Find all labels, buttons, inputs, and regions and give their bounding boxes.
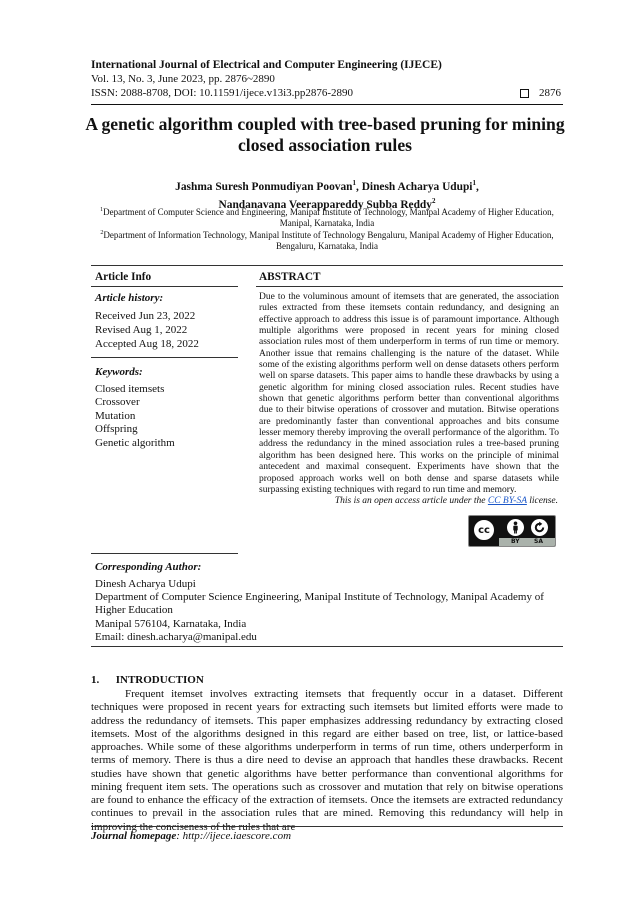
abstract-heading: ABSTRACT [259, 271, 321, 283]
keywords-list [95, 383, 175, 450]
corresponding-dept-cont: Higher Education [95, 604, 173, 617]
title-line: A genetic algorithm coupled with tree-based pruning for mining [85, 114, 565, 134]
article-history [95, 309, 199, 351]
cc-icon: cc [472, 518, 496, 542]
license-prefix: This is an open access article under the [334, 496, 488, 506]
person-icon-svg [510, 521, 521, 534]
history-item: Received Jun 23, 2022 [95, 310, 196, 322]
author-separator: , [475, 180, 479, 193]
page-number-group [520, 86, 561, 100]
affiliation-sup: 2 [100, 230, 104, 236]
license-suffix: license. [526, 496, 558, 506]
history-heading: Article history: [95, 292, 164, 304]
author-name: Jashma Suresh Ponmudiyan Poovan [175, 180, 353, 193]
abstract-text: Due to the voluminous amount of itemsets that are generated, the association rules extracted from these itemsets contain redundancy, and designing an effective approach to address this issue is of paramount importance. Although multiple algorithms were proposed in recent years for mining closed association rules most of them underperform in terms of run time or memory. Another issue that remains challenging is the nature of the dataset. While some of the existing algorithms perform well on dense datasets others perform well on sparse datasets. This paper aims to handle these drawbacks by using a genetic algorithm for mining closed association rules. Recent studies have shown that genetic algorithms perform better than conventional algorithms due to their bitwise operations of crossover and mutation. Bitwise operations are predominantly faster than conventional approaches and bits consume lesser memory thereby improving the overall performance of the algorithm. To address the redundancy in the mined association rules a tree-based pruning algorithm has been designed here. This works on the principle of minimal antecedent and maximal consequent. Experiments have shown that the proposed approach works well on both dense and sparse datasets while surpassing existing techniques with regard to run time and memory. [259, 292, 559, 495]
title-line: closed association rules [238, 135, 412, 155]
corresponding-heading: Corresponding Author: [95, 561, 202, 573]
author-sup: 1 [472, 179, 476, 187]
article-info-heading: Article Info [95, 271, 152, 283]
affiliation-text: Manipal, Karnataka, India [279, 218, 375, 228]
badge-sa-label: SA [534, 538, 543, 545]
keyword: Mutation [95, 409, 136, 422]
corresponding-dept: Department of Computer Science Engineering, Manipal Institute of Technology, Manipal Academy of [95, 591, 544, 604]
section-rule [91, 553, 238, 554]
section-rule [91, 265, 563, 266]
author-name: Dinesh Acharya Udupi [361, 180, 473, 193]
footer-url[interactable]: : http://ijece.iaescore.com [176, 830, 292, 842]
section-rule [91, 646, 563, 647]
affiliation [95, 228, 559, 252]
section-rule [91, 357, 238, 358]
corresponding-name: Dinesh Acharya Udupi [95, 578, 196, 590]
corresponding-address: Manipal 576104, Karnataka, India [95, 617, 247, 630]
page-number: 2876 [539, 87, 561, 99]
author-name: Nandanavana Veerappareddy Subba Reddy [218, 198, 432, 211]
paper-title [80, 114, 570, 156]
keyword: Crossover [95, 396, 140, 409]
cc-by-sa-badge[interactable] [468, 515, 556, 547]
section-rule [256, 286, 563, 287]
affiliation [95, 205, 559, 229]
affiliation-text: Department of Computer Science and Engineering, Manipal Institute of Technology, Manipal Academy of Higher Education, [103, 207, 554, 217]
author-sup: 1 [352, 179, 356, 187]
author-sup: 2 [431, 196, 436, 205]
affiliation-sup: 1 [100, 207, 104, 213]
journal-footer [91, 830, 291, 842]
journal-header [91, 58, 561, 100]
badge-by-label: BY [511, 538, 520, 545]
section-rule [91, 286, 238, 287]
corresponding-block [95, 578, 565, 644]
badge-strip [499, 538, 555, 546]
author-separator: , [356, 180, 362, 193]
volume-line: Vol. 13, No. 3, June 2023, pp. 2876~2890 [91, 73, 275, 85]
keyword: Offspring [95, 423, 138, 436]
history-item: Revised Aug 1, 2022 [95, 324, 188, 336]
journal-name: International Journal of Electrical and Computer Engineering (IJECE) [91, 59, 442, 71]
keyword: Closed itemsets [95, 383, 165, 395]
affiliation-text: Department of Information Technology, Manipal Institute of Technology Bengaluru, Manipal Academy of Higher Education, [103, 230, 554, 240]
affiliation-text: Bengaluru, Karnataka, India [276, 241, 378, 251]
share-alike-icon [531, 519, 548, 536]
license-note [335, 496, 558, 506]
footer-rule [91, 826, 563, 827]
introduction-text: Frequent itemset involves extracting itemsets that frequently occur in a dataset. Different techniques were proposed in recent years for extracting such itemsets but limited efforts were made to address the redundancy of itemsets. This paper emphasizes addressing redundancy by extracting closed itemsets. Most of the algorithms designed in this regard are either based on tree, list, or lattice-based approaches. While some of these algorithms underperform in terms of run time, others underperform in terms of memory. There is thus a dire need to devise an approach that handles these drawbacks. Recent studies have shown that genetic algorithms have better performance than conventional algorithms for mining frequent item sets. The operations such as crossover and mutation that rely on bitwise operations are found to enhance the efficacy of the extraction of itemsets. Once the itemsets are extracted redundancy continues to prevail in the association rules that are mined. Removing this redundancy will help in improving the conciseness of the rules that are [91, 688, 563, 833]
keywords-heading: Keywords: [95, 366, 143, 378]
history-item: Accepted Aug 18, 2022 [95, 338, 199, 350]
issn-line: ISSN: 2088-8708, DOI: 10.11591/ijece.v13i3.pp2876-2890 [91, 87, 354, 99]
checkbox-icon [520, 89, 529, 98]
corresponding-email[interactable]: Email: dinesh.acharya@manipal.edu [95, 630, 257, 643]
issn-row [91, 86, 561, 100]
person-icon [507, 519, 524, 536]
share-alike-icon-svg [533, 521, 546, 534]
footer-label: Journal homepage [91, 830, 177, 842]
license-link[interactable]: CC BY-SA [487, 496, 527, 506]
header-rule [91, 104, 563, 105]
introduction-heading: 1. INTRODUCTION [91, 674, 204, 686]
keyword: Genetic algorithm [95, 436, 175, 449]
